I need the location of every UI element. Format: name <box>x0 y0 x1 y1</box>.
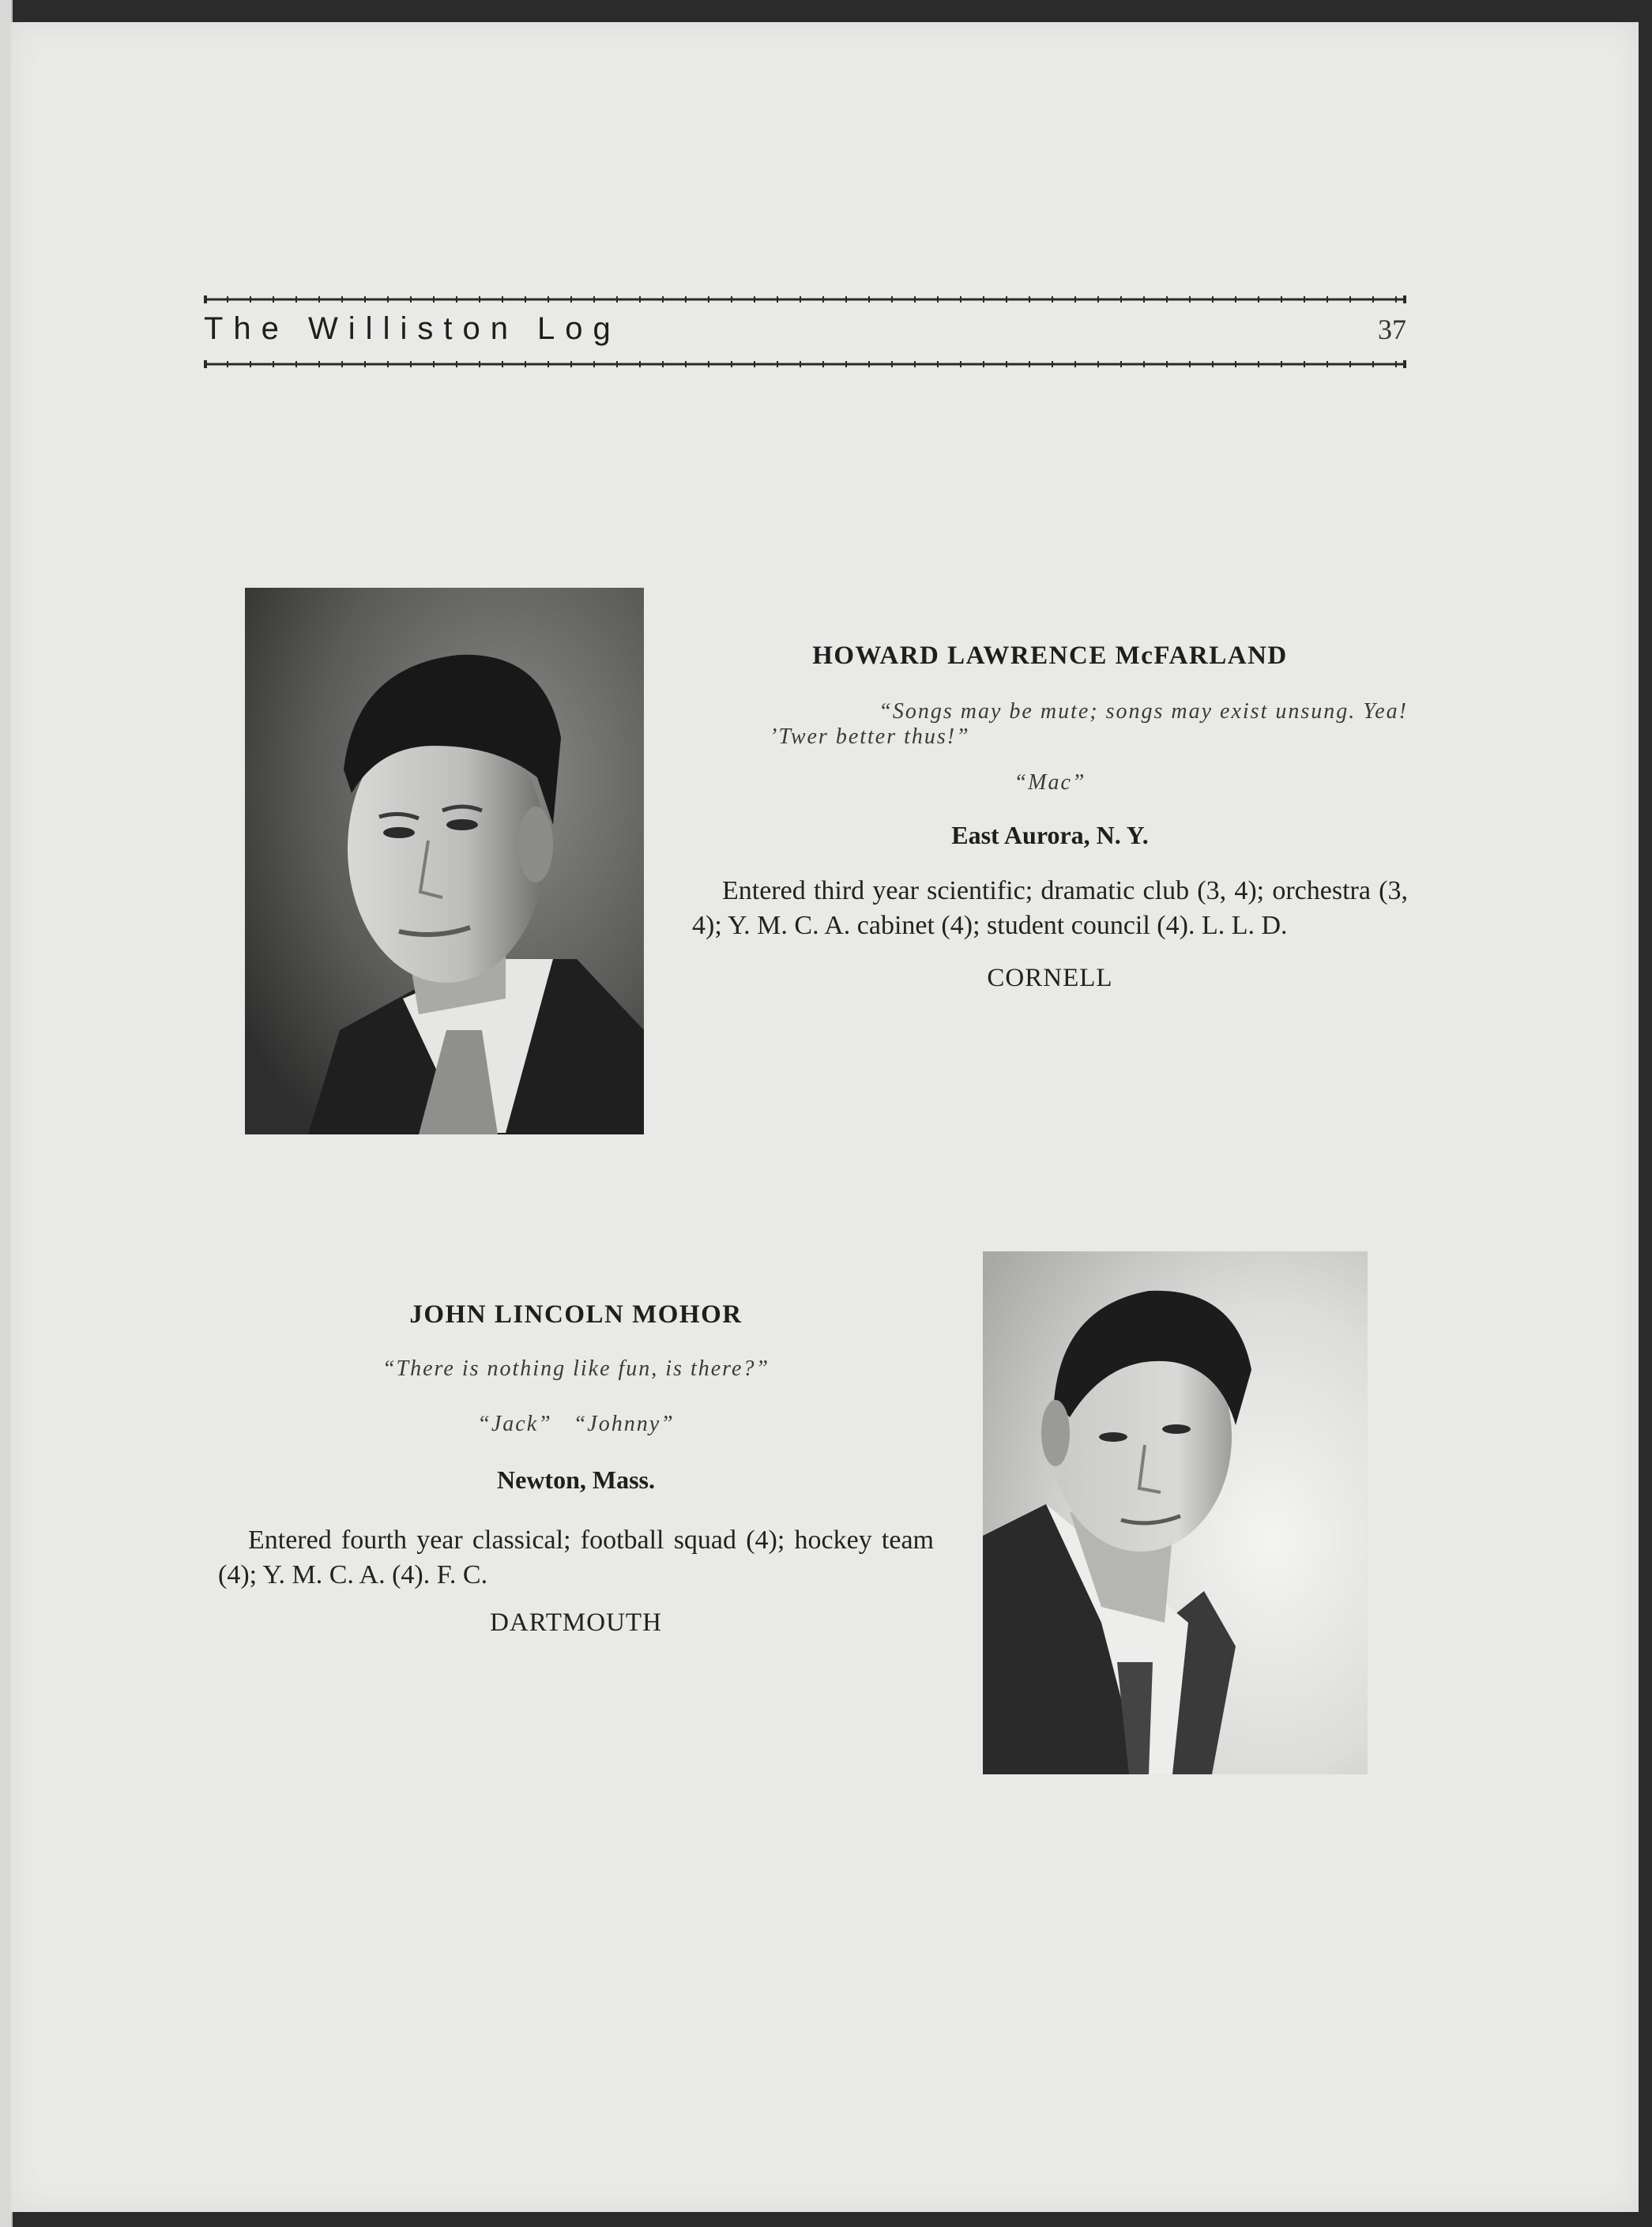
college: CORNELL <box>987 964 1113 992</box>
entry-mohor <box>218 1300 934 1638</box>
header-rule-bottom <box>204 360 1406 368</box>
senior-quote-line1: “There is nothing like fun, is there?” <box>382 1356 770 1381</box>
page-number: 37 <box>1378 314 1406 345</box>
activity-record: Entered fourth year classical; football squad (4); hockey team (4); Y. M. C. A. (4). F. C. <box>218 1525 934 1589</box>
portrait-photo-mcfarland <box>245 588 644 1134</box>
student-name: JOHN LINCOLN MOHOR <box>409 1300 743 1329</box>
nickname: “Jack” “Johnny” <box>477 1412 675 1436</box>
header-rule-top <box>204 295 1406 303</box>
running-header <box>204 295 1406 368</box>
publication-title: The Williston Log <box>204 311 621 346</box>
senior-quote-line1: “Songs may be mute; songs may exist unsung. Yea! <box>879 699 1408 724</box>
senior-quote-line2: ’Twer better thus!” <box>770 724 970 749</box>
portrait-photo-mohor <box>983 1251 1368 1774</box>
entry-mcfarland <box>692 641 1408 993</box>
nickname: “Mac” <box>1014 770 1086 795</box>
hometown: Newton, Mass. <box>497 1465 655 1494</box>
activity-record: Entered third year scientific; dramatic club (3, 4); orchestra (3, 4); Y. M. C. A. cabinet (4); student council (4). L. L. D. <box>692 876 1408 940</box>
hometown: East Aurora, N. Y. <box>951 821 1149 849</box>
student-name: HOWARD LAWRENCE McFARLAND <box>812 641 1288 670</box>
college: DARTMOUTH <box>490 1608 662 1637</box>
